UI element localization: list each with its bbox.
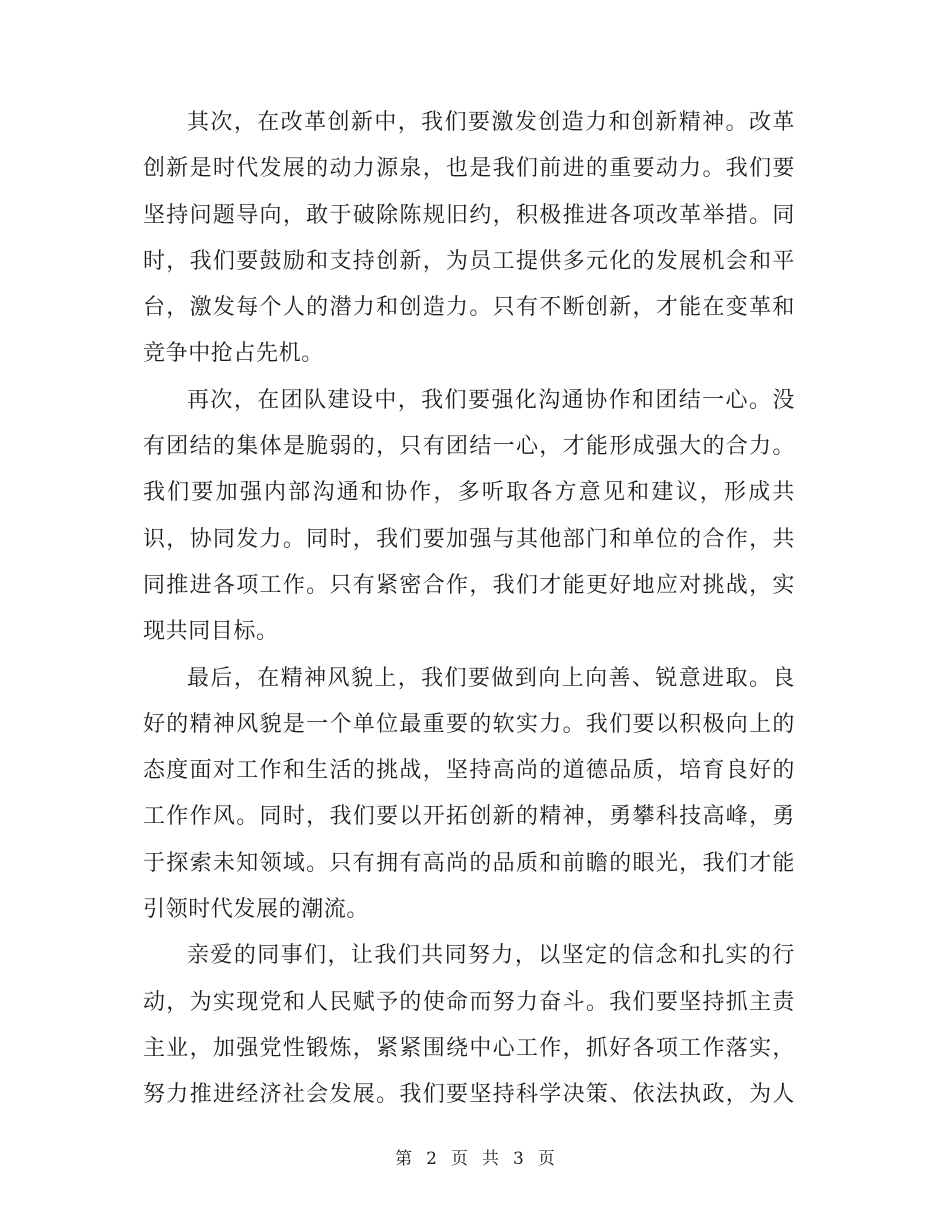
paragraph-line: 亲爱的同事们，让我们共同努力，以坚定的信念和扎实的行: [187, 943, 795, 969]
paragraph-line: 有团结的集体是脆弱的，只有团结一心，才能形成强大的合力。: [143, 434, 795, 460]
paragraph-line: 态度面对工作和生活的挑战，坚持高尚的道德品质，培育良好的: [143, 758, 795, 784]
paragraph-line: 主业，加强党性锻炼，紧紧围绕中心工作，抓好各项工作落实，: [143, 1035, 795, 1061]
paragraph-line: 好的精神风貌是一个单位最重要的软实力。我们要以积极向上的: [143, 711, 795, 737]
page-footer: [0, 1145, 950, 1173]
paragraph-line: 引领时代发展的潮流。: [143, 897, 370, 923]
paragraph-line: 时，我们要鼓励和支持创新，为员工提供多元化的发展机会和平: [143, 248, 795, 274]
document-body: [143, 100, 795, 1119]
paragraph-line: 工作作风。同时，我们要以开拓创新的精神，勇攀科技高峰，勇: [143, 804, 795, 830]
page-label-prefix: 第: [395, 1149, 413, 1169]
paragraph-line: 现共同目标。: [143, 619, 279, 645]
page-label-total: 共: [482, 1149, 499, 1169]
paragraph-line: 我们要加强内部沟通和协作，多听取各方意见和建议，形成共: [143, 480, 795, 506]
page-label-page: 页: [451, 1149, 468, 1169]
page-label-suffix: 页: [537, 1149, 555, 1169]
paragraph-line: 竞争中抢占先机。: [143, 341, 324, 367]
paragraph-line: 台，激发每个人的潜力和创造力。只有不断创新，才能在变革和: [143, 295, 795, 321]
current-page-number: 2: [426, 1149, 437, 1169]
paragraph-line: 再次，在团队建设中，我们要强化沟通协作和团结一心。没: [187, 387, 795, 413]
paragraph-line: 创新是时代发展的动力源泉，也是我们前进的重要动力。我们要: [143, 156, 795, 182]
paragraph-line: 努力推进经济社会发展。我们要坚持科学决策、依法执政，为人: [143, 1082, 795, 1108]
paragraph-line: 其次，在改革创新中，我们要激发创造力和创新精神。改革: [187, 110, 795, 135]
paragraph-line: 动，为实现党和人民赋予的使命而努力奋斗。我们要坚持抓主责: [143, 989, 795, 1015]
paragraph-line: 识，协同发力。同时，我们要加强与其他部门和单位的合作，共: [143, 526, 795, 552]
paragraph-line: 于探索未知领域。只有拥有高尚的品质和前瞻的眼光，我们才能: [143, 850, 795, 876]
total-pages-number: 3: [513, 1149, 524, 1169]
paragraph-line: 最后，在精神风貌上，我们要做到向上向善、锐意进取。良: [187, 665, 795, 691]
paragraph-line: 坚持问题导向，敢于破除陈规旧约，积极推进各项改革举措。同: [143, 202, 795, 228]
paragraph-line: 同推进各项工作。只有紧密合作，我们才能更好地应对挑战，实: [143, 572, 795, 598]
